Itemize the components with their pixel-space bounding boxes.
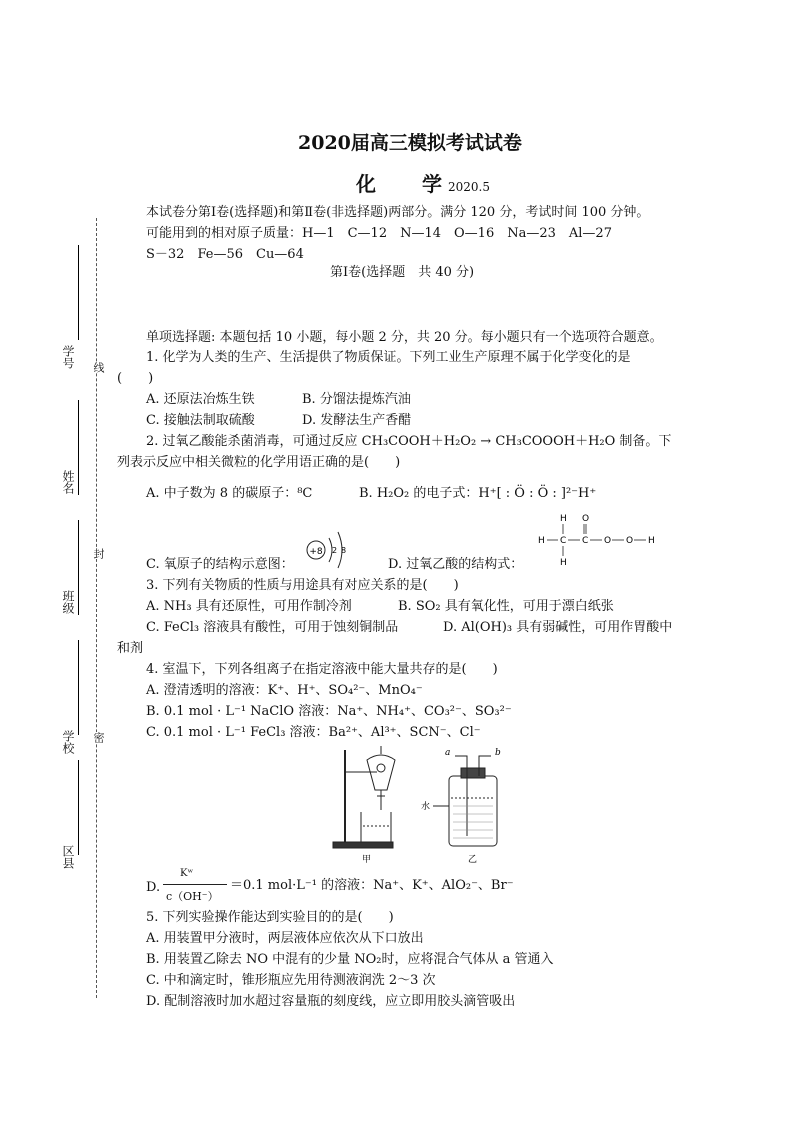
q4-option-b[interactable]: B. 0.1 mol · L⁻¹ NaClO 溶液：Na⁺、NH₄⁺、CO₃²⁻、SO₃²⁻ — [146, 704, 512, 719]
exam-date: 2020.5 — [448, 180, 490, 194]
subject-heading — [356, 168, 490, 197]
struct-atom-h-bottom: H — [560, 558, 567, 568]
q2-stem-line-1: 2. 过氧乙酸能杀菌消毒，可通过反应 CH₃COOH＋H₂O₂ → CH₃COOOH＋H₂O 制备。下 — [146, 434, 672, 449]
q4-stem: 4. 室温下，下列各组离子在指定溶液中能大量共存的是( ) — [146, 662, 498, 677]
field-class-line[interactable] — [78, 520, 79, 615]
q4-option-d-label: D. — [146, 880, 161, 895]
apparatus-yi — [433, 756, 497, 846]
q4-option-d-denominator: c（OH⁻） — [166, 890, 219, 903]
q1-stem: 1. 化学为人类的生产、生活提供了物质保证。下列工业生产原理不属于化学变化的是 — [146, 350, 631, 365]
figure-label-b: b — [495, 748, 501, 758]
field-school-line[interactable] — [78, 640, 79, 735]
q1-option-c[interactable]: C. 接触法制取硫酸 — [146, 413, 255, 428]
q1-option-b[interactable]: B. 分馏法提炼汽油 — [302, 392, 411, 407]
q1-answer-paren[interactable]: ( ) — [117, 371, 154, 386]
q3-option-d-continued: 和剂 — [117, 641, 144, 656]
atom-shell-2: 8 — [341, 546, 347, 555]
q4-option-c[interactable]: C. 0.1 mol · L⁻¹ FeCl₃ 溶液：Ba²⁺、Al³⁺、SCN⁻、Cl⁻ — [146, 725, 481, 740]
seal-word-line: 线 — [92, 362, 105, 373]
field-district-label: 区县 — [61, 845, 75, 869]
q2-option-d[interactable]: D. 过氧乙酸的结构式： — [388, 557, 524, 572]
q5-option-c[interactable]: C. 中和滴定时，锥形瓶应先用待测液润洗 2～3 次 — [146, 973, 436, 988]
q3-option-b[interactable]: B. SO₂ 具有氧化性，可用于漂白纸张 — [398, 599, 614, 614]
q5-option-d[interactable]: D. 配制溶液时加水超过容量瓶的刻度线，应立即用胶头滴管吸出 — [146, 994, 516, 1009]
q2-option-c[interactable]: C. 氧原子的结构示意图： — [146, 557, 294, 572]
q2-stem-line-2: 列表示反应中相关微粒的化学用语正确的是( ) — [117, 455, 401, 470]
seal-word-seal: 封 — [92, 548, 105, 559]
field-school-label: 学校 — [61, 730, 75, 754]
struct-atom-c2: C — [582, 536, 589, 546]
apparatus-figure — [325, 746, 535, 866]
subject-name: 化 学 — [356, 172, 444, 196]
struct-atom-c1: C — [560, 536, 567, 546]
atomic-mass-line-1: 可能用到的相对原子质量：H—1 C—12 N—14 O—16 Na—23 Al—27 — [146, 226, 612, 241]
struct-atom-h-left: H — [538, 536, 545, 546]
q1-option-d[interactable]: D. 发酵法生产香醋 — [302, 413, 412, 428]
fraction-bar — [163, 884, 227, 885]
peracetic-acid-structure — [538, 512, 678, 572]
field-name-line[interactable] — [78, 400, 79, 495]
figure-label-jia: 甲 — [362, 855, 372, 865]
atomic-mass-line-2: S－32 Fe—56 Cu—64 — [146, 247, 304, 262]
instructions: 单项选择题: 本题包括 10 小题，每小题 2 分，共 20 分。每小题只有一个选项符合题意。 — [146, 330, 663, 345]
q2-option-a[interactable]: A. 中子数为 8 的碳原子：⁸C — [146, 486, 313, 501]
field-district-line[interactable] — [78, 760, 79, 855]
q3-stem: 3. 下列有关物质的性质与用途具有对应关系的是( ) — [146, 578, 459, 593]
q3-option-a[interactable]: A. NH₃ 具有还原性，可用作制冷剂 — [146, 599, 352, 614]
field-student-id-label: 学号 — [61, 345, 75, 369]
figure-label-a: a — [445, 748, 451, 758]
atom-nucleus: +8 — [309, 547, 323, 557]
field-class-label: 班级 — [61, 590, 75, 614]
q4-option-a[interactable]: A. 澄清透明的溶液：K⁺、H⁺、SO₄²⁻、MnO₄⁻ — [146, 683, 423, 698]
struct-atom-o-top: O — [582, 514, 590, 524]
field-student-id-line[interactable] — [78, 245, 79, 340]
field-name-label: 姓名 — [61, 470, 75, 494]
figure-label-water: 水 — [421, 802, 431, 812]
q4-option-d-text: ＝0.1 mol·L⁻¹ 的溶液：Na⁺、K⁺、AlO₂⁻、Br⁻ — [230, 878, 514, 893]
q3-option-d[interactable]: D. Al(OH)₃ 具有弱碱性，可用作胃酸中 — [443, 620, 673, 635]
q5-option-b[interactable]: B. 用装置乙除去 NO 中混有的少量 NO₂时，应将混合气体从 a 管通入 — [146, 952, 554, 967]
struct-atom-o1: O — [604, 536, 612, 546]
intro-text: 本试卷分第Ⅰ卷(选择题)和第Ⅱ卷(非选择题)两部分。满分 120 分，考试时间 100 分钟。 — [146, 205, 650, 220]
q1-option-a[interactable]: A. 还原法冶炼生铁 — [146, 392, 255, 407]
section-heading: 第Ⅰ卷(选择题 共 40 分) — [330, 265, 475, 280]
struct-atom-h-top: H — [560, 514, 567, 524]
exam-title: 2020届高三模拟考试试卷 — [298, 132, 522, 154]
q5-option-a[interactable]: A. 用装置甲分液时，两层液体应依次从下口放出 — [146, 931, 424, 946]
atom-shell-1: 2 — [332, 546, 338, 555]
seal-word-secret: 密 — [92, 732, 105, 743]
struct-atom-o2: O — [626, 536, 634, 546]
struct-atom-h-right: H — [648, 536, 655, 546]
q2-option-b[interactable]: B. H₂O₂ 的电子式：H⁺[ : Ö : Ö : ]²⁻H⁺ — [359, 486, 597, 501]
q4-option-d-numerator: Kʷ — [180, 868, 194, 879]
figure-label-yi: 乙 — [468, 855, 478, 865]
q3-option-c[interactable]: C. FeCl₃ 溶液具有酸性，可用于蚀刻铜制品 — [146, 620, 399, 635]
oxygen-atom-diagram — [298, 528, 358, 578]
q5-stem: 5. 下列实验操作能达到实验目的的是( ) — [146, 910, 394, 925]
binding-dashed-line — [96, 218, 97, 998]
apparatus-jia — [333, 746, 395, 848]
